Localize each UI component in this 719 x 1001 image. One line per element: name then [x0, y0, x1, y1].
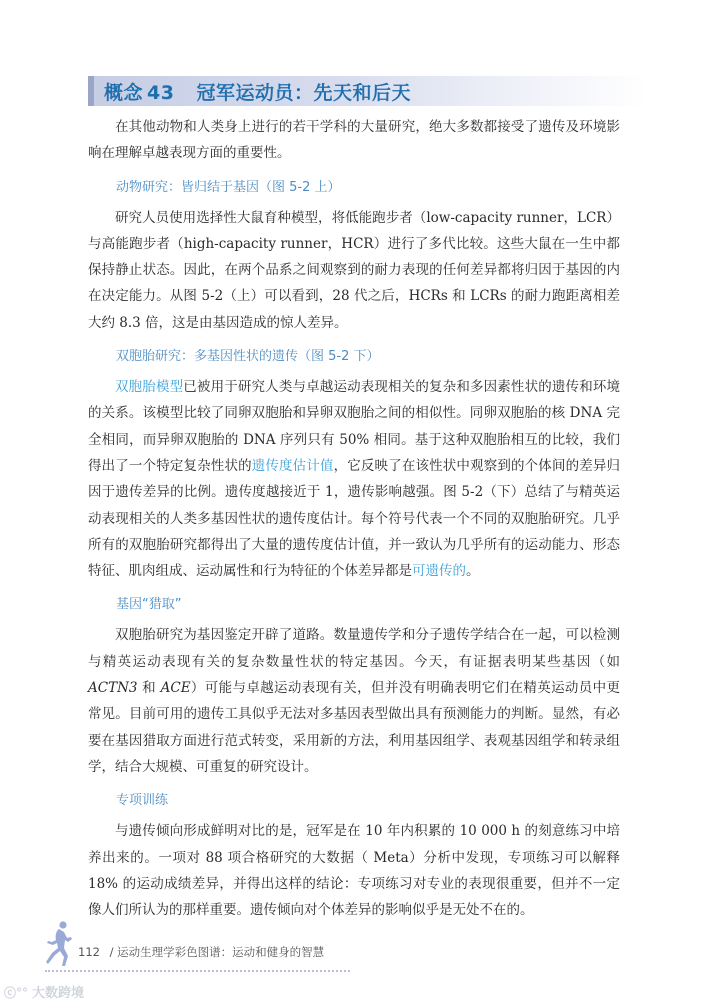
animal-research-paragraph: 研究人员使用选择性大鼠育种模型，将低能跑步者（low-capacity runner，LCR）与高能跑步者（high-capacity runner，HCR）进行了多代比较。这些大鼠在一生中都保持静止状态。因此，在两个品系之间观察到的耐力表现的任何差异都将归因于基因的内在决定能力。从图 5-2（上）可以看到，28 代之后，HCRs 和 LCRs 的耐力跑距离相差大约 8.3 倍，这是由基因造成的惊人差异。	[88, 209, 620, 331]
gene-text-1: 双胞胎研究为基因鉴定开辟了道路。数量遗传学和分子遗传学结合在一起，可以检测与精英运动表现有关的复杂数量性状的特定基因。今天，有证据表明某些基因（如	[88, 627, 620, 670]
footer-separator: /	[109, 945, 114, 959]
runner-icon	[38, 920, 76, 968]
gene-text-2: ）可能与卓越运动表现有关，但并没有明确表明它们在精英运动员中更常见。目前可用的遗传工具似乎无法对多基因表型做出具有预测能力的判断。显然，有必要在基因猎取方面进行范式转变，采用新的方法，利用基因组学、表观基因组学和转录组学，结合大规模、可重复的研究设计。	[88, 680, 620, 775]
twin-research-paragraph	[88, 374, 620, 584]
concept-title	[104, 78, 411, 105]
page-number: 112	[78, 945, 100, 959]
gene-hunting-paragraph	[88, 622, 620, 780]
section-heading-animal-research: 动物研究：皆归结于基因（图 5-2 上）	[116, 179, 341, 195]
section-heading-specific-training: 专项训练	[116, 793, 169, 809]
concept-title-bar	[88, 76, 648, 106]
gene-and: 和	[137, 680, 161, 697]
twin-text-1: 已被用于研究人类与卓越运动表现相关的复杂和多因素性状的遗传和环境的关系。该模型比较了同卵双胞胎和异卵双胞胎之间的相似性。同卵双胞胎的核 DNA 完全相同，而异卵双胞胎的 DNA 序列只有 50% 相同。基于这种双胞胎相互的比较，我们得出了一个特定复杂性状的	[88, 379, 621, 474]
concept-label: 概念	[104, 81, 144, 104]
section-heading-twin-research: 双胞胎研究：多基因性状的遗传（图 5-2 下）	[116, 349, 380, 365]
title-accent-bar	[88, 76, 94, 106]
intro-paragraph: 在其他动物和人类身上进行的若干学科的大量研究，绝大多数都接受了遗传及环境影响在理解卓越表现方面的重要性。	[88, 119, 620, 162]
concept-heading: 冠军运动员：先天和后天	[196, 81, 411, 104]
twin-text-3: 。	[466, 563, 480, 580]
concept-number: 43	[147, 81, 175, 104]
watermark	[4, 982, 84, 1001]
gene-ace: ACE	[160, 680, 191, 697]
term-twin-model[interactable]: 双胞胎模型	[115, 379, 184, 396]
gene-actn3: ACTN3	[88, 680, 138, 697]
term-heritability-estimate[interactable]: 遗传度估计值	[251, 457, 334, 474]
watermark-text: 大数跨境	[32, 986, 85, 1001]
section-heading-gene-hunting: 基因“猎取”	[116, 597, 182, 613]
specific-training-paragraph: 与遗传倾向形成鲜明对比的是，冠军是在 10 年内积累的 10 000 h 的刻意练习中培养出来的。一项对 88 项合格研究的大数据（ Meta）分析中发现，专项练习可以解释 18% 的运动成绩差异，并得出这样的结论：专项练习对专业的表现很重要，但并不一定像人们所认为的那样重要。遗传倾向对个体差异的影响似乎是无处不在的。	[88, 823, 620, 919]
page-content	[88, 114, 620, 923]
page-footer	[78, 944, 324, 960]
twin-text-2: ，它反映了在该性状中观察到的个体间的差异归因于遗传差异的比例。遗传度越接近于 1，遗传影响越强。图 5-2（下）总结了与精英运动表现相关的人类多基因性状的遗传度估计。每个符号代表一个不同的双胞胎研究。几乎所有的双胞胎研究都得出了大量的遗传度估计值，并一致认为几乎所有的运动能力、形态特征、肌肉组成、运动属性和行为特征的个体差异都是	[88, 457, 621, 580]
term-heritable[interactable]: 可遗传的	[412, 563, 466, 580]
book-title: 运动生理学彩色图谱：运动和健身的智慧	[117, 945, 325, 959]
watermark-logo-icon: ⓒ°°	[4, 986, 29, 1000]
footer-dotted-rule	[45, 970, 350, 972]
